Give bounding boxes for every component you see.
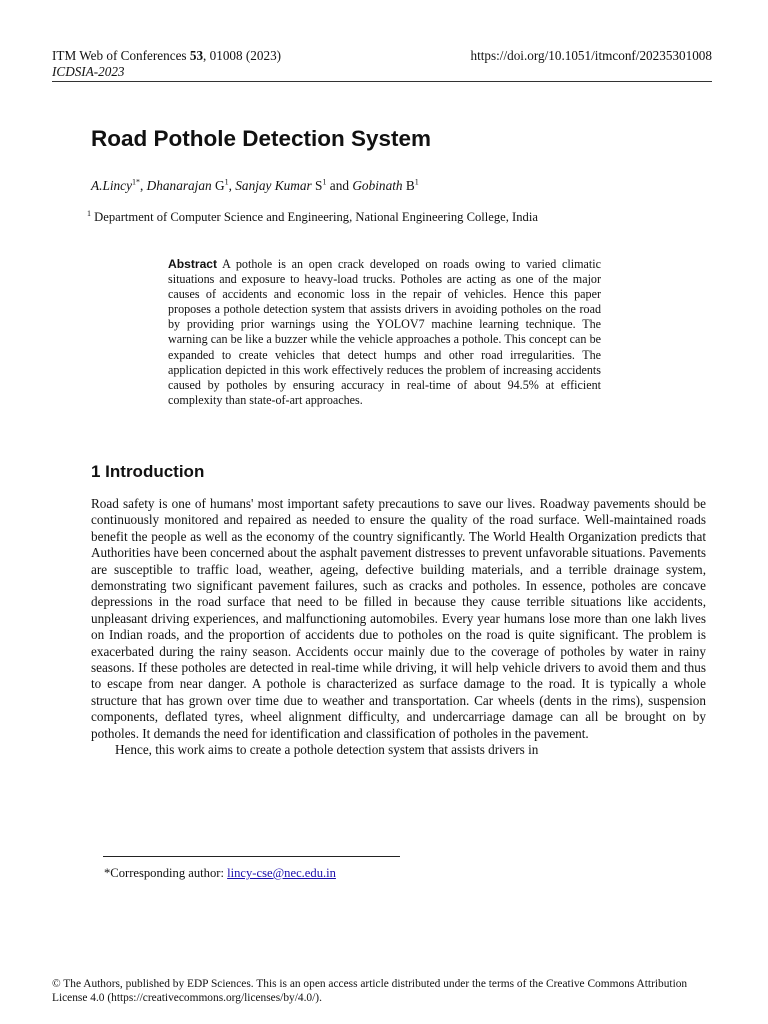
body-text [91,496,706,759]
author-name: Gobinath [352,178,403,193]
email-link[interactable]: lincy-cse@nec.edu.in [227,866,336,880]
conference-name: ICDSIA-2023 [52,64,125,79]
author-list: A.Lincy$^{1*}$, Dhanarajan $G^1$, Sanjay Kumar $S^1$ and Gobinath $B^1$ [91,177,419,193]
paper-title: Road Pothole Detection System [91,126,432,151]
author-name: Dhanarajan [146,178,212,193]
footnote: *Corresponding author: lincy-cse@nec.edu.in [104,866,336,880]
abstract-label: Abstract [168,257,218,271]
abstract-block [168,257,601,408]
footnote-divider [103,856,400,857]
doi-link[interactable]: https://doi.org/10.1051/itmconf/20235301008 [470,48,712,63]
journal-header [52,48,281,80]
header-divider [52,81,712,82]
author-name: Sanjay Kumar [235,178,312,193]
affiliation: $^1$ Department of Computer Science and Engineering, National Engineering College, India [87,208,538,224]
abstract-text: A pothole is an open crack developed on roads owing to varied climatic situations and exposure to heavy-load trucks. Potholes are acting as one of the major causes of accidents and economic loss in the repair of vehicles. Hence this paper proposes a pothole detection system that assists drivers in avoiding potholes on the road by providing prior warnings using the YOLOV7 machine learning technique. The warning can be like a buzzer while the vehicle approaches a pothole. This concept can be expanded to create vehicles that detect humps and other road irregularities. The application depicted in this work effectively reduces the problem of increasing accidents caused by potholes by ensuring accuracy in real-time of about 94.5% at efficient complexity than state-of-art approaches. [168,257,601,407]
journal-citation: ITM Web of Conferences 53, 01008 (2023) [52,48,282,63]
paragraph: Road safety is one of humans' most important safety precautions to save our lives. Roadway pavements should be continuously monitored and repaired as needed to ensure the quality of the road surface. Well-maintained roads benefit the people as well as the economy of the country significantly. The World Health Organization predicts that Authorities have been concerned about the asphalt pavement distresses to prevent unfavorable situations. Pavements are susceptible to traffic load, weather, ageing, defective building materials, and a terrible drainage system, demonstrating two significant pavement failures, such as cracks and potholes. In essence, potholes are concave depressions in the road surface that need to be filled in because they cause terrible situations like accidents, unpleasant driving experiences, and malfunctioning automobiles. Every year humans lose more than one lakh lives on Indian roads, and the proportion of accidents due to potholes on the road is quite significant. The problem is exacerbated during the rainy season. Accidents occur mainly due to the coverage of potholes by water in rainy seasons. If these potholes are detected in real-time while driving, it will help vehicle drivers to avoid them and thus to escape from near danger. A pothole is characterized as surface damage to the road. It is typically a whole structure that has grown over time due to weather and transportation. Car wheels (dents in the rims), suspension components, deflated tyres, wheel alignment difficulty, and undercarriage damage can all be brought on by potholes. It demands the need for identification and classification of potholes in the pavement. [91,496,706,741]
paragraph: Hence, this work aims to create a pothole detection system that assists drivers in [115,742,539,758]
author-name: A.Lincy [91,178,132,193]
license-notice: © The Authors, published by EDP Sciences. This is an open access article distributed under the terms of the Creative Commons Attribution License 4.0 (https://creativecommons.org/licenses/by/4.0/). [52,978,688,1004]
section-heading: 1 Introduction [91,462,205,481]
journal-volume: 53 [189,48,204,63]
